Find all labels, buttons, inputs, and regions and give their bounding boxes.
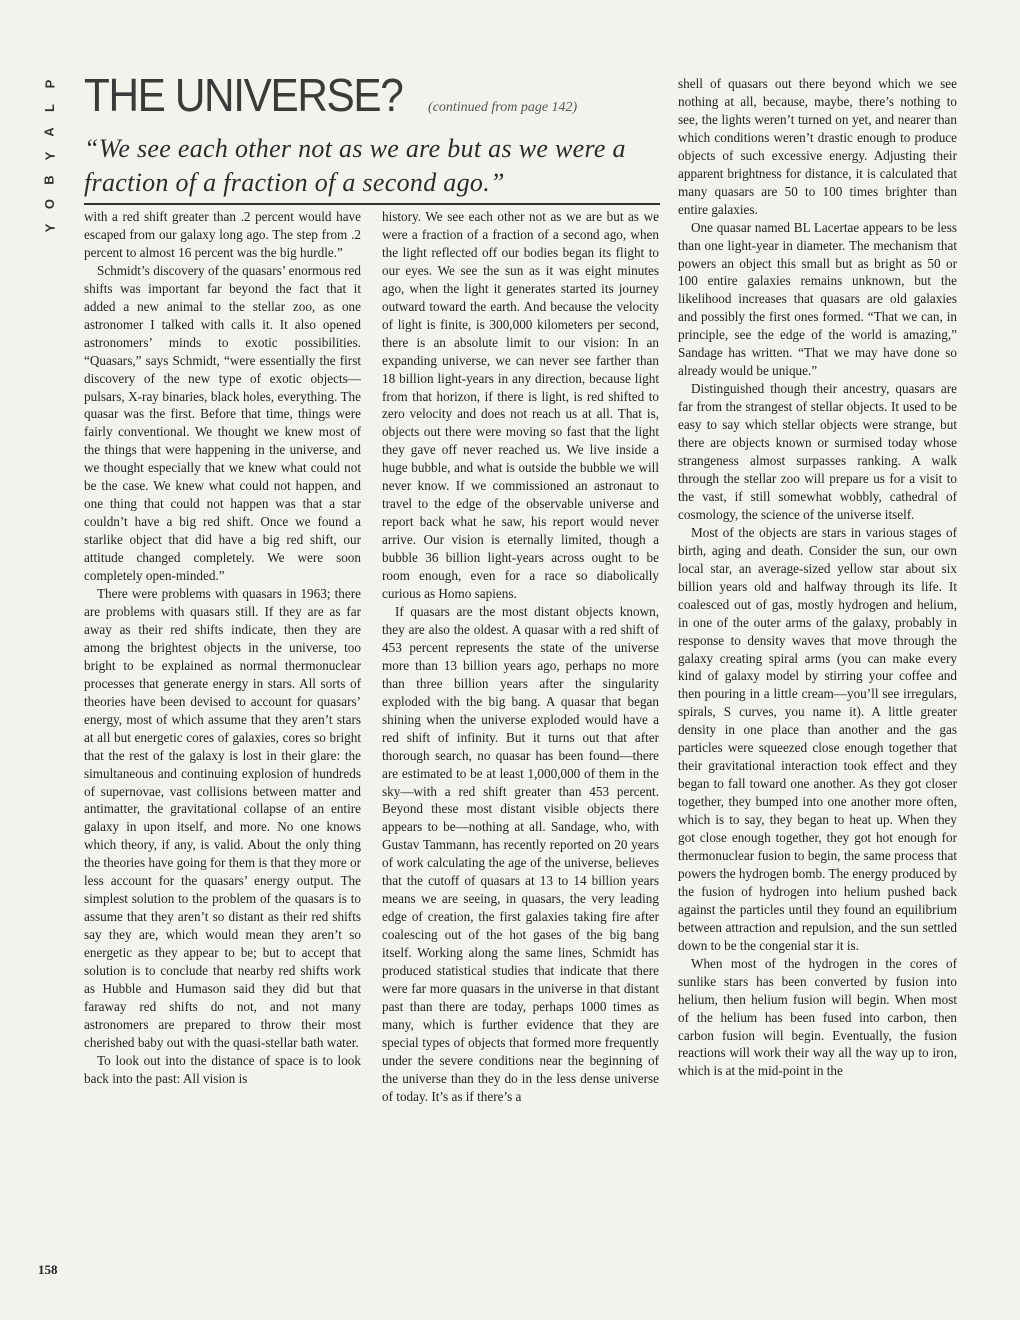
article-header (84, 69, 664, 200)
sidebar-letter: B (41, 175, 57, 185)
text-column-2 (382, 208, 659, 1288)
sidebar-letter: P (41, 79, 57, 89)
page-number: 158 (38, 1262, 58, 1277)
sidebar-letter: Y (41, 223, 57, 233)
text-column-1 (84, 208, 361, 1288)
paragraph: To look out into the distance of space is to look back into the past: All vision is (84, 1052, 361, 1086)
sidebar-letter: O (42, 198, 57, 210)
paragraph: If quasars are the most distant objects known, they are also the oldest. A quasar with a red shift of 453 percent represents the state of the universe more than 13 billion years ago, perhaps no more than three billion years after the singularity exploded with the big bang. A quasar that began shining when the universe exploded would have a red shift of infinity. But it turns out that after thorough search, no quasar has been found—there are estimated to be at least 1,000,000 of them in the sky—with a red shift greater than 453 percent. Beyond these most distant visible objects there appears to be—nothing at all. Sandage, who, with Gustav Tammann, has recently reported on 20 years of work calculating the age of the universe, believes that the cutoff of quasars at 13 to 14 billion years means we are seeing, in quasars, the very leading edge of creation, the first galaxies taking fire after coalescing out of the hot gases of the big bang itself. Working along the same lines, Schmidt has produced statistical studies that indicate that there were far more quasars in the universe in that distant past than there are today, perhaps 1000 times as many, which is further evidence that they are special types of objects that formed more frequently under the severe conditions near the beginning of the universe than they do in the less dense universe of today. It’s as if there’s a (382, 603, 659, 1104)
paragraph: There were problems with quasars in 1963; there are problems with quasars still. If they are as far away as their red shifts indicate, then they are among the brightest objects in the universe, too bright to be explained as normal thermonuclear processes that generate energy in stars. All sorts of theories have been devised to account for quasars’ energy, most of which assume that they aren’t stars at all but energetic cores of galaxies, cores so bright that the rest of the galaxy is lost in their glare: the simultaneous and continuing explosion of hundreds of supernovae, vast collisions between matter and antimatter, the gravitational collapse of an entire galaxy in upon itself, and more. No one knows which theory, if any, is valid. About the only thing the theories have going for them is that they more or less account for the quasars’ energy output. The simplest solution to the problem of the quasars is to assume that they aren’t so distant as their red shifts say they are, which would mean they aren’t so energetic as they appear to be; but to accept that solution is to conclude that nearby red shifts work as Hubble and Humason said they did but that faraway red shifts do not, and not many astronomers are prepared to throw their most cherished baby out with the quasi-stellar bath water. (84, 586, 361, 1050)
sidebar-letter: Y (41, 151, 57, 161)
title-row (84, 69, 664, 121)
continued-note: (continued from page 142) (428, 100, 578, 115)
header-rule (84, 203, 660, 205)
text-column-3 (678, 75, 957, 1290)
magazine-name-vertical (38, 72, 62, 240)
article-title: THE UNIVERSE? (84, 69, 403, 121)
sidebar-letter: A (41, 127, 57, 137)
paragraph: When most of the hydrogen in the cores of sunlike stars has been converted by fusion into helium, then helium fusion will begin. When most of the helium has been fused into carbon, then carbon fusion will begin. Eventually, the fusion reactions will work their way all the way up to iron, which is at the mid-point in the (678, 955, 957, 1079)
paragraph: Most of the objects are stars in various stages of birth, aging and death. Consider the sun, our own local star, an average-sized yellow star about six billion years old and halfway through its life. It coalesced out of gas, mostly hydrogen and helium, in one of the outer arms of the galaxy, probably in response to density waves that move through the galaxy creating spiral arms (you can make every kind of galaxy model by stirring your coffee and then pouring in a little cream—you’ll see irregulars, spirals, S curves, you name it). A little greater density in one place than another and the gas particles were squeezed close enough together that their gravitational interaction took effect and they began to fall toward one another. As they got closer together, they bumped into one another more often, which is to say, they began to heat up. When they got close enough together, they got hot enough for thermonuclear fusion to begin, the same process that powers the hydrogen bomb. The energy produced by the fusion of hydrogen into helium pushed back against the particles until they found an equilibrium between attraction and repulsion, and the sun settled down to be the congenial star it is. (678, 524, 957, 953)
pull-quote: “We see each other not as we are but as we were a fraction of a fraction of a second ago.” (84, 134, 626, 197)
paragraph: One quasar named BL Lacertae appears to be less than one light-year in diameter. The mechanism that powers an object this small but as bright as 50 or 100 entire galaxies remains unknown, but the likelihood increases that quasars are old galaxies and possibly the first ones formed. “That we can, in principle, see the edge of the world is amazing,” Sandage has written. “That we may have done so already would be unique.” (678, 219, 957, 379)
paragraph: Distinguished though their ancestry, quasars are far from the strangest of stellar objects. It used to be easy to say which stellar objects were strange, but there are objects known or surmised today whose strangeness almost surpasses ranking. A walk through the stellar zoo will prepare us for a visit to the vast, if still somewhat wobbly, cathedral of cosmology, the science of the universe itself. (678, 381, 957, 522)
paragraph: with a red shift greater than .2 percent would have escaped from our galaxy long ago. The step from .2 percent to almost 16 percent was the big hurdle.” (84, 209, 361, 260)
sidebar-letter: L (41, 104, 57, 112)
paragraph: shell of quasars out there beyond which we see nothing at all, because, maybe, there’s nothing to see, the lights weren’t turned on yet, and nearer than which conditions weren’t drastic enough to produce objects of such excessive energy. Adjusting their apparent brightness for distance, it is calculated that many quasars are 50 to 100 times brighter than entire galaxies. (678, 76, 957, 217)
paragraph: history. We see each other not as we are but as we were a fraction of a fraction of a second ago, when the light reflected off our bodies began its flight to our eyes. We see the sun as it was eight minutes ago, when the light it generates started its journey outward toward the earth. And because the velocity of light is finite, is 300,000 kilometers per second, there is an absolute limit to our vision: In an expanding universe, we can never see farther than 18 billion light-years in any direction, because light from that horizon, if there is light, is red shifted to zero velocity and does not reach us at all. That is, objects out there were moving so fast that the light they gave off never reached us. We live inside a huge bubble, and what is outside the bubble we will never know. If we commissioned an astronaut to travel to the edge of the observable universe and report back what he saw, his report would never arrive. Our vision is eternally limited, though a bubble 36 billion light-years across ought to be room enough, even for a race so diabolically curious as Homo sapiens. (382, 209, 659, 602)
paragraph: Schmidt’s discovery of the quasars’ enormous red shifts was important far beyond the fact that it added a new animal to the stellar zoo, as one astronomer I talked with calls it. It also opened astronomers’ minds to exotic possibilities. “Quasars,” says Schmidt, “were essentially the first discovery of the new type of exotic objects—pulsars, X-ray binaries, black holes, everything. The quasar was the first. Before that time, things were fairly conventional. We thought we knew most of the things that were happening in the universe, and we thought especially that we knew what could not be the case. We knew what could not happen, and one thing that could not happen was that a star couldn’t have a big red shift. Once we found a starlike object that did have a big red shift, our attitude changed completely. We were soon completely open-minded.” (84, 262, 361, 584)
